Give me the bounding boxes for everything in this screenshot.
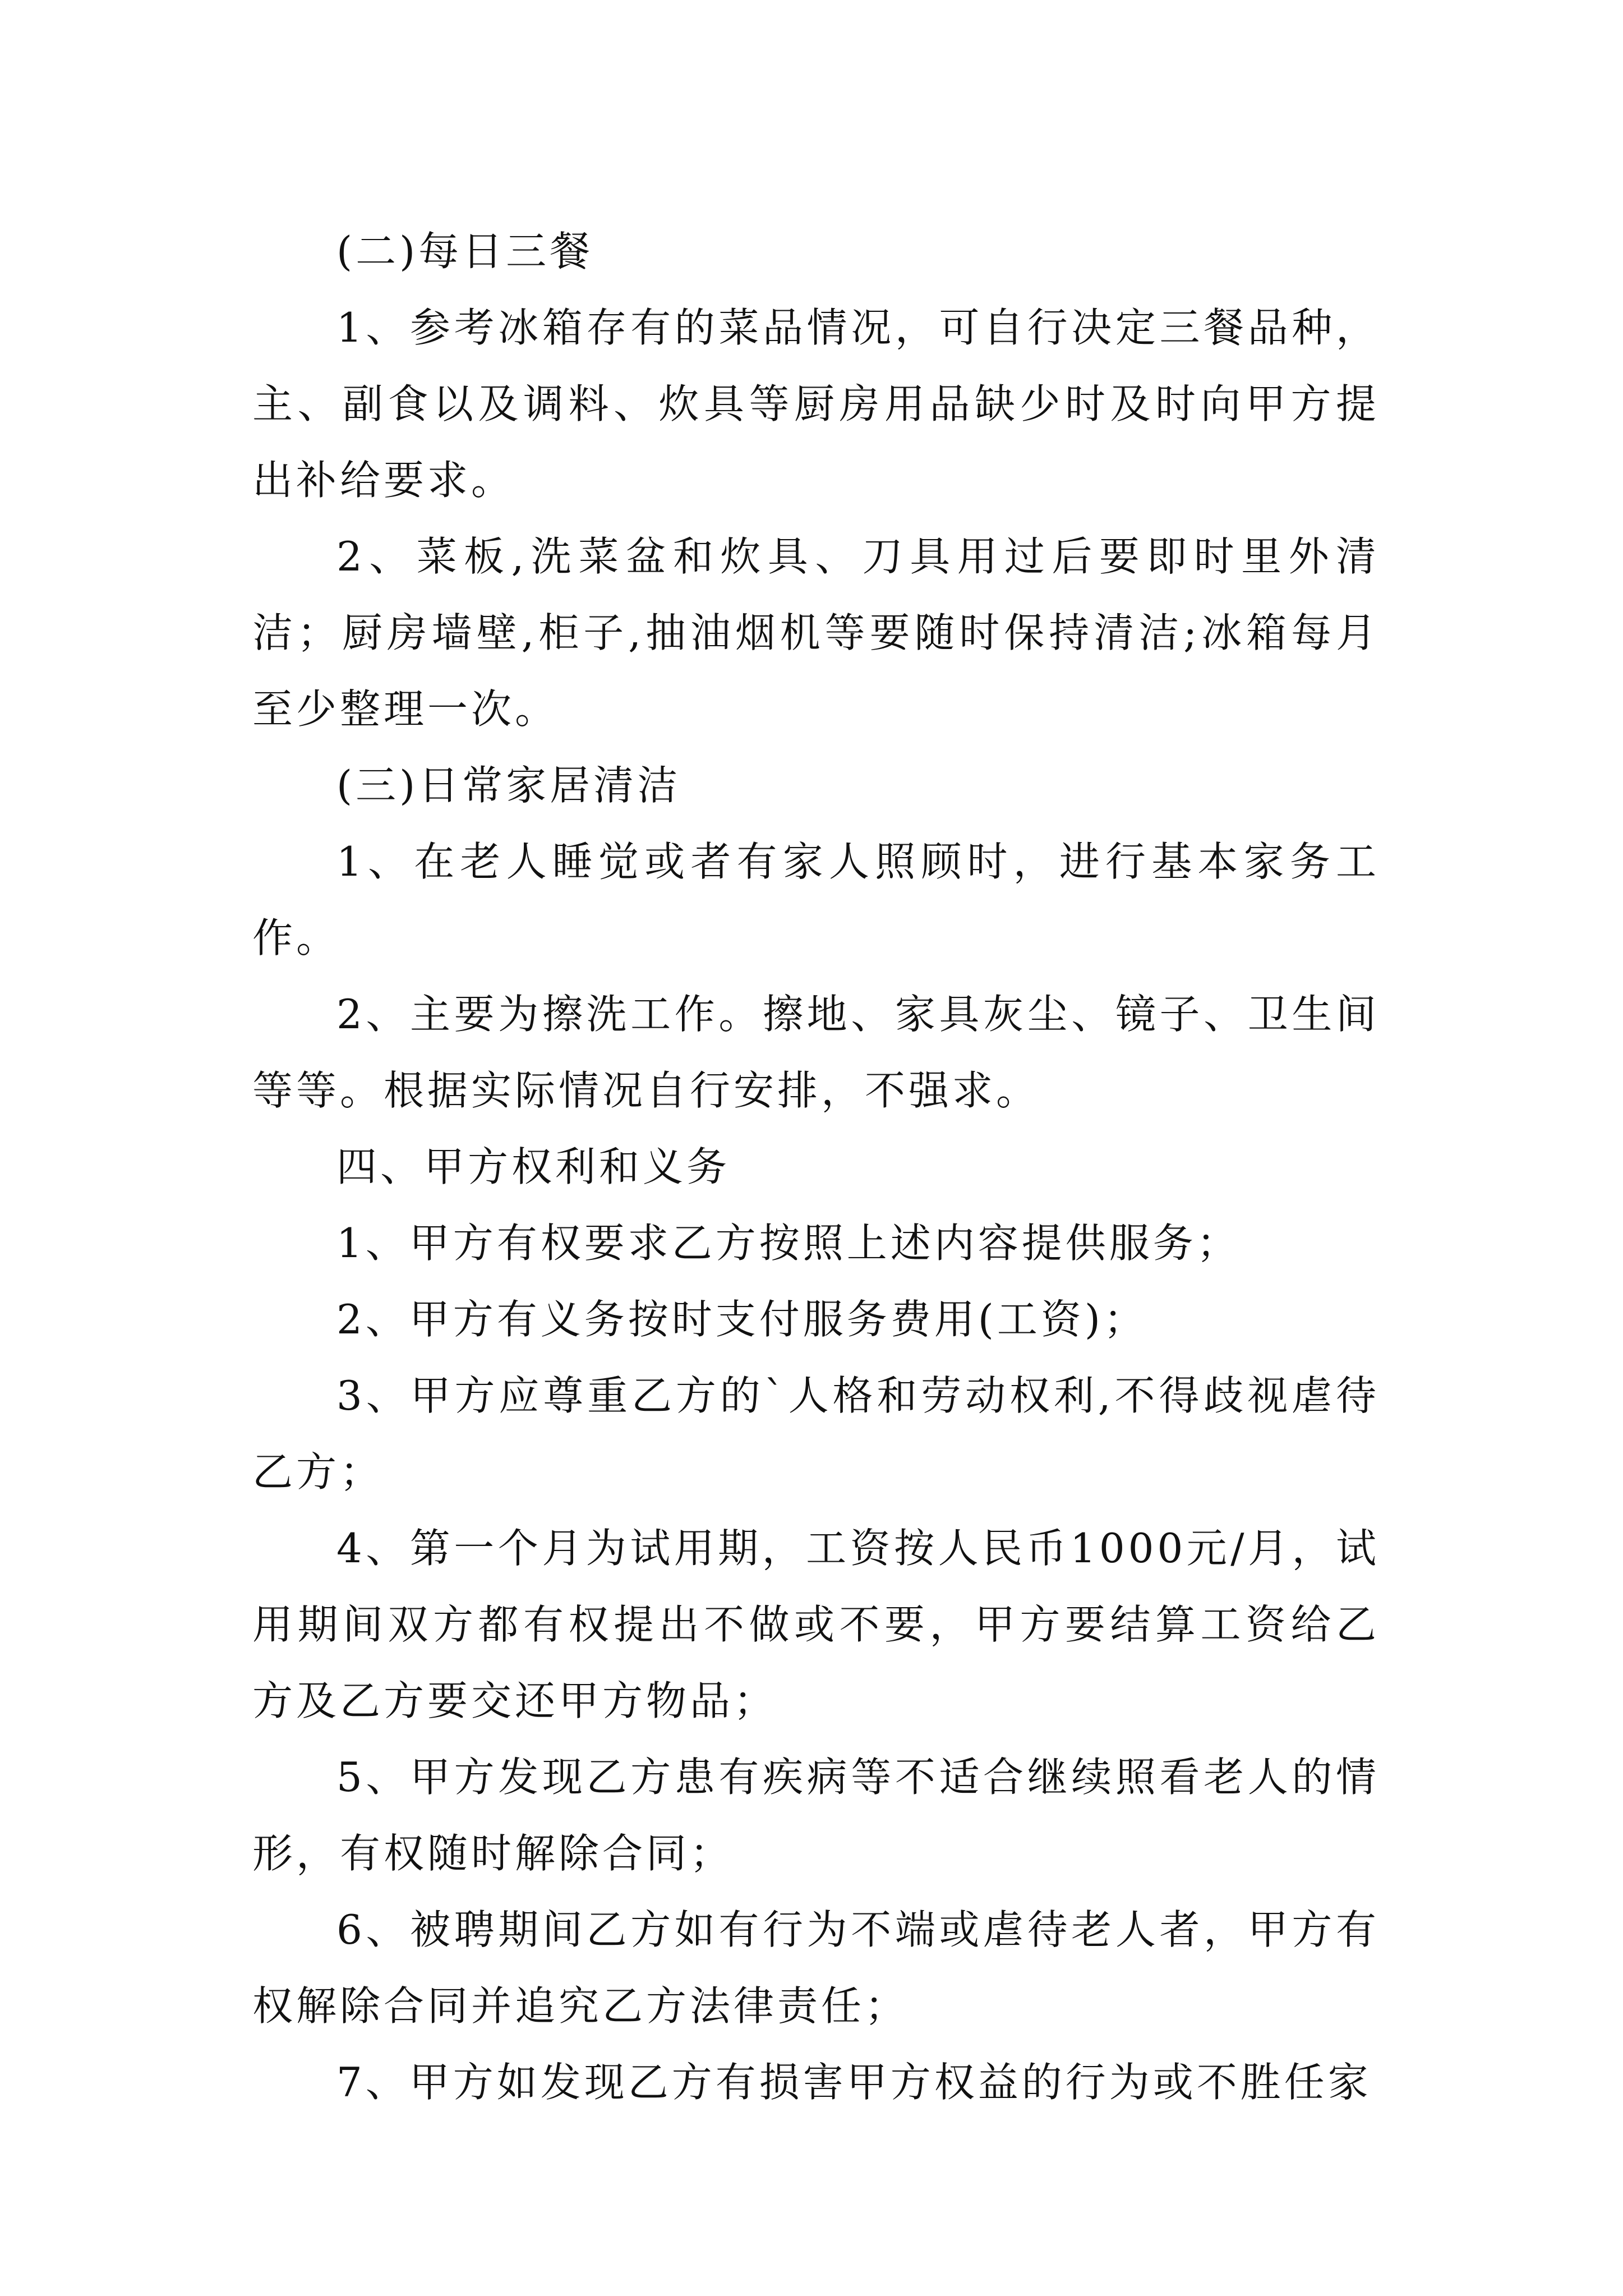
section-heading-daily-cleaning: (三)日常家居清洁 xyxy=(336,762,681,809)
section-heading-party-a-rights: 四、甲方权利和义务 xyxy=(336,1143,731,1190)
paragraph-rights-item-2: 2、甲方有义务按时支付服务费用(工资)； xyxy=(336,1296,1147,1343)
paragraph-rights-item-6: 6、被聘期间乙方如有行为不端或虐待老人者，甲方有权解除合同并追究乙方法律责任； xyxy=(252,1906,1380,2030)
section-heading-daily-meals: (二)每日三餐 xyxy=(336,228,594,275)
document-body xyxy=(252,213,1380,2120)
paragraph-rights-item-3: 3、甲方应尊重乙方的`人格和劳动权利,不得歧视虐待乙方； xyxy=(252,1372,1380,1496)
paragraph-cleaning-item-1: 1、在老人睡觉或者有家人照顾时，进行基本家务工作。 xyxy=(252,838,1380,961)
paragraph-meals-item-1: 1、参考冰箱存有的菜品情况，可自行决定三餐品种，主、副食以及调料、炊具等厨房用品缺少时及时向甲方提出补给要求。 xyxy=(252,304,1380,504)
paragraph-cleaning-item-2: 2、主要为擦洗工作。擦地、家具灰尘、镜子、卫生间等等。根据实际情况自行安排，不强求。 xyxy=(252,991,1380,1114)
paragraph-rights-item-4: 4、第一个月为试用期，工资按人民币1000元/月，试用期间双方都有权提出不做或不要，甲方要结算工资给乙方及乙方要交还甲方物品； xyxy=(252,1525,1380,1724)
paragraph-meals-item-2: 2、菜板,洗菜盆和炊具、刀具用过后要即时里外清洁；厨房墙壁,柜子,抽油烟机等要随时保持清洁;冰箱每月至少整理一次。 xyxy=(252,533,1380,733)
paragraph-rights-item-1: 1、甲方有权要求乙方按照上述内容提供服务； xyxy=(336,1220,1241,1267)
paragraph-rights-item-7: 7、甲方如发现乙方有损害甲方权益的行为或不胜任家 xyxy=(336,2059,1372,2106)
paragraph-rights-item-5: 5、甲方发现乙方患有疾病等不适合继续照看老人的情形，有权随时解除合同； xyxy=(252,1754,1380,1877)
